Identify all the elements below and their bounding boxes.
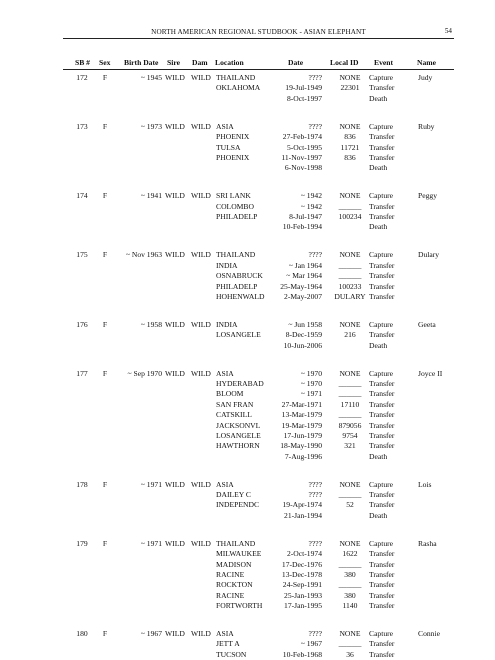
birth-date: ~ 1971 — [140, 538, 162, 548]
event-type: Transfer — [369, 389, 395, 399]
location: COLOMBO — [216, 201, 254, 211]
location: BLOOM — [216, 389, 244, 399]
location: JETT A — [216, 639, 240, 649]
location: LOSANGELE — [216, 330, 261, 340]
location: LOSANGELE — [216, 430, 261, 440]
event-date: 17-Jan-1995 — [284, 601, 322, 611]
event-type: Capture — [369, 319, 394, 329]
animal-name: Judy — [418, 73, 433, 82]
location: PHOENIX — [216, 152, 250, 162]
location: ASIA — [216, 121, 234, 131]
local-id: 380 — [344, 569, 356, 579]
event-type: Transfer — [369, 601, 395, 611]
animal-name: Rasha — [418, 538, 437, 548]
event-type: Transfer — [369, 559, 395, 569]
animal-name: Ruby — [418, 121, 435, 131]
event-type: Transfer — [369, 549, 395, 559]
page-number: 54 — [444, 27, 452, 35]
event-date: 10-Feb-1994 — [282, 222, 322, 232]
event-type: Death — [369, 340, 388, 350]
event-date: ~ Jan 1964 — [288, 260, 322, 270]
location: FORTWORTH — [216, 601, 263, 611]
sire: WILD — [165, 250, 185, 260]
birth-date: ~ Nov 1963 — [125, 250, 162, 260]
event-date: 8-Jul-1947 — [289, 212, 322, 221]
local-id: NONE — [339, 479, 361, 489]
sire: WILD — [165, 629, 185, 638]
location: SRI LANK — [216, 191, 251, 201]
animal-name: Peggy — [418, 191, 437, 201]
local-id: 36 — [346, 649, 354, 659]
animal-name: Dulary — [418, 250, 440, 260]
location: ASIA — [216, 368, 234, 378]
event-type: Transfer — [369, 490, 395, 499]
sire: WILD — [165, 319, 185, 329]
event-date: ~ Jun 1958 — [288, 319, 322, 329]
event-date: 27-Mar-1971 — [281, 399, 322, 409]
local-id: ______ — [338, 260, 362, 270]
local-id: ______ — [338, 490, 362, 499]
sex: F — [102, 191, 108, 201]
event-type: Transfer — [369, 132, 395, 142]
local-id: ______ — [338, 389, 362, 399]
animal-name: Joyce II — [418, 368, 443, 378]
event-type: Transfer — [369, 399, 395, 409]
sb-number: 174 — [76, 191, 88, 201]
sb-number: 173 — [76, 121, 88, 131]
event-type: Capture — [369, 250, 394, 260]
location: ASIA — [216, 629, 234, 638]
event-date: 19-Apr-1974 — [282, 500, 322, 510]
event-date: ~ Mar 1964 — [286, 271, 322, 281]
event-date: 5-Oct-1995 — [286, 142, 322, 152]
animal-name: Lois — [418, 479, 432, 489]
local-id: 100234 — [338, 212, 362, 221]
event-date: ~ 1942 — [300, 201, 322, 211]
sb-number: 180 — [76, 629, 88, 638]
event-date: ???? — [308, 479, 322, 489]
event-date: 10-Jun-2006 — [283, 340, 322, 350]
event-type: Transfer — [369, 649, 395, 659]
event-date: 8-Oct-1997 — [286, 93, 322, 103]
local-id: ______ — [338, 271, 362, 281]
birth-date: ~ 1973 — [140, 121, 162, 131]
location: THAILAND — [216, 538, 256, 548]
event-type: Capture — [369, 368, 394, 378]
event-type: Capture — [369, 73, 394, 82]
location: HYDERABAD — [216, 378, 264, 388]
event-type: Transfer — [369, 271, 395, 281]
location: TULSA — [216, 142, 241, 152]
event-date: 13-Mar-1979 — [281, 410, 322, 420]
location: PHILADELP — [216, 212, 258, 221]
sire: WILD — [165, 368, 185, 378]
event-type: Transfer — [369, 212, 395, 221]
event-date: 10-Feb-1968 — [282, 649, 322, 659]
dam: WILD — [191, 191, 211, 201]
event-date: 19-Mar-1979 — [281, 420, 322, 430]
location: THAILAND — [216, 250, 256, 260]
birth-date: ~ 1945 — [140, 73, 162, 82]
event-date: ~ 1970 — [300, 378, 322, 388]
event-type: Death — [369, 163, 388, 173]
event-type: Transfer — [369, 580, 395, 590]
event-type: Transfer — [369, 281, 395, 291]
local-id: ______ — [338, 639, 362, 649]
event-date: ???? — [308, 73, 322, 82]
local-id: 11721 — [340, 142, 360, 152]
sb-number: 172 — [76, 73, 88, 82]
event-date: 27-Feb-1974 — [282, 132, 322, 142]
local-id: NONE — [339, 121, 361, 131]
local-id: NONE — [339, 73, 361, 82]
event-date: ???? — [308, 538, 322, 548]
sex: F — [102, 73, 108, 82]
sex: F — [102, 479, 108, 489]
sex: F — [102, 250, 108, 260]
event-date: 17-Dec-1976 — [281, 559, 322, 569]
birth-date: ~ 1958 — [140, 319, 162, 329]
local-id: 17110 — [340, 399, 360, 409]
event-date: 25-May-1964 — [280, 281, 322, 291]
location: PHOENIX — [216, 132, 250, 142]
location: ASIA — [216, 479, 234, 489]
event-type: Transfer — [369, 410, 395, 420]
event-date: 2-May-2007 — [284, 291, 322, 301]
location: HOHENWALD — [216, 291, 265, 301]
local-id: DULARY — [334, 291, 366, 301]
location: INDIA — [216, 260, 238, 270]
event-date: 25-Jan-1993 — [284, 590, 322, 600]
event-date: 8-Dec-1959 — [285, 330, 322, 340]
event-type: Capture — [369, 629, 394, 638]
local-id: 22301 — [340, 83, 360, 93]
local-id: 9754 — [342, 430, 358, 440]
event-date: 24-Sep-1991 — [282, 580, 322, 590]
event-type: Death — [369, 451, 388, 461]
local-id: 836 — [344, 152, 356, 162]
sex: F — [102, 629, 108, 638]
event-type: Transfer — [369, 201, 395, 211]
event-date: 11-Nov-1997 — [281, 152, 322, 162]
sb-number: 176 — [76, 319, 88, 329]
local-id: 380 — [344, 590, 356, 600]
local-id: 836 — [344, 132, 356, 142]
location: MILWAUKEE — [216, 549, 262, 559]
dam: WILD — [191, 121, 211, 131]
event-date: ~ 1967 — [300, 639, 322, 649]
event-date: ~ 1970 — [300, 368, 322, 378]
local-id: 1140 — [342, 601, 358, 611]
event-date: ~ 1942 — [300, 191, 322, 201]
local-id: 321 — [344, 441, 356, 451]
event-date: 7-Aug-1996 — [284, 451, 322, 461]
sire: WILD — [165, 191, 185, 201]
animal-name: Geeta — [418, 319, 436, 329]
event-date: 17-Jun-1979 — [283, 430, 322, 440]
event-date: 21-Jan-1994 — [284, 510, 322, 520]
birth-date: ~ Sep 1970 — [127, 368, 162, 378]
birth-date: ~ 1941 — [140, 191, 162, 201]
event-date: 13-Dec-1978 — [281, 569, 322, 579]
event-type: Transfer — [369, 291, 395, 301]
event-date: 19-Jul-1949 — [285, 83, 322, 93]
event-date: ~ 1971 — [300, 389, 322, 399]
location: RACINE — [216, 590, 245, 600]
event-type: Transfer — [369, 430, 395, 440]
dam: WILD — [191, 538, 211, 548]
event-type: Transfer — [369, 420, 395, 430]
sb-number: 177 — [76, 368, 88, 378]
sire: WILD — [165, 73, 185, 82]
local-id: NONE — [339, 319, 361, 329]
event-type: Transfer — [369, 83, 395, 93]
event-date: ???? — [308, 490, 322, 499]
location: THAILAND — [216, 73, 256, 82]
local-id: ______ — [338, 410, 362, 420]
dam: WILD — [191, 319, 211, 329]
sex: F — [102, 121, 108, 131]
local-id: 100233 — [338, 281, 362, 291]
event-type: Transfer — [369, 330, 395, 340]
dam: WILD — [191, 368, 211, 378]
event-type: Transfer — [369, 378, 395, 388]
location: RACINE — [216, 569, 245, 579]
event-date: ???? — [308, 629, 322, 638]
location: PHILADELP — [216, 281, 258, 291]
event-date: 18-May-1990 — [280, 441, 322, 451]
sb-number: 179 — [76, 538, 88, 548]
sb-number: 175 — [76, 250, 88, 260]
event-type: Death — [369, 222, 388, 232]
dam: WILD — [191, 629, 211, 638]
document-title: NORTH AMERICAN REGIONAL STUDBOOK - ASIAN ELEPHANT — [151, 28, 366, 36]
event-type: Transfer — [369, 639, 395, 649]
location: OSNABRUCK — [216, 271, 263, 281]
location: INDIA — [216, 319, 238, 329]
local-id: ______ — [338, 378, 362, 388]
local-id: NONE — [339, 538, 361, 548]
col-birth-date: Birth Date — [124, 58, 159, 67]
local-id: ______ — [338, 201, 362, 211]
event-type: Transfer — [369, 590, 395, 600]
local-id: NONE — [339, 368, 361, 378]
event-date: ???? — [308, 121, 322, 131]
event-type: Death — [369, 93, 388, 103]
col-dam: Dam — [192, 58, 208, 67]
sex: F — [102, 319, 108, 329]
local-id: ______ — [338, 559, 362, 569]
birth-date: ~ 1967 — [140, 629, 162, 638]
event-type: Capture — [369, 121, 394, 131]
event-type: Death — [369, 510, 388, 520]
sire: WILD — [165, 538, 185, 548]
dam: WILD — [191, 250, 211, 260]
local-id: 216 — [344, 330, 356, 340]
col-date: Date — [288, 58, 304, 67]
animal-name: Connie — [418, 629, 440, 638]
event-type: Transfer — [369, 260, 395, 270]
col-local-id: Local ID — [330, 58, 359, 67]
col-sex: Sex — [99, 58, 111, 67]
local-id: 1622 — [342, 549, 358, 559]
event-type: Transfer — [369, 500, 395, 510]
local-id: 52 — [346, 500, 354, 510]
sex: F — [102, 538, 108, 548]
event-type: Capture — [369, 479, 394, 489]
birth-date: ~ 1971 — [140, 479, 162, 489]
event-date: 2-Oct-1974 — [286, 549, 322, 559]
event-type: Capture — [369, 538, 394, 548]
col-name: Name — [417, 58, 436, 67]
location: JACKSONVL — [216, 420, 261, 430]
location: SAN FRAN — [216, 399, 254, 409]
sire: WILD — [165, 121, 185, 131]
sire: WILD — [165, 479, 185, 489]
local-id: NONE — [339, 250, 361, 260]
local-id: 879056 — [338, 420, 362, 430]
col-sire: Sire — [167, 58, 180, 67]
local-id: ______ — [338, 580, 362, 590]
event-type: Transfer — [369, 142, 395, 152]
sb-number: 178 — [76, 479, 88, 489]
event-type: Capture — [369, 191, 394, 201]
location: DAILEY C — [216, 490, 251, 499]
local-id: NONE — [339, 191, 361, 201]
event-type: Transfer — [369, 569, 395, 579]
event-date: 6-Nov-1998 — [284, 163, 322, 173]
location: CATSKILL — [216, 410, 252, 420]
location: ROCKTON — [216, 580, 253, 590]
event-type: Transfer — [369, 441, 395, 451]
col-sb: SB # — [75, 58, 90, 67]
sex: F — [102, 368, 108, 378]
col-event: Event — [374, 58, 393, 67]
event-date: ???? — [308, 250, 322, 260]
local-id: NONE — [339, 629, 361, 638]
event-type: Transfer — [369, 152, 395, 162]
location: HAWTHORN — [216, 441, 260, 451]
location: INDEPENDC — [216, 500, 260, 510]
location: OKLAHOMA — [216, 83, 261, 93]
dam: WILD — [191, 73, 211, 82]
col-location: Location — [215, 58, 244, 67]
dam: WILD — [191, 479, 211, 489]
location: MADISON — [216, 559, 252, 569]
location: TUCSON — [216, 649, 247, 659]
